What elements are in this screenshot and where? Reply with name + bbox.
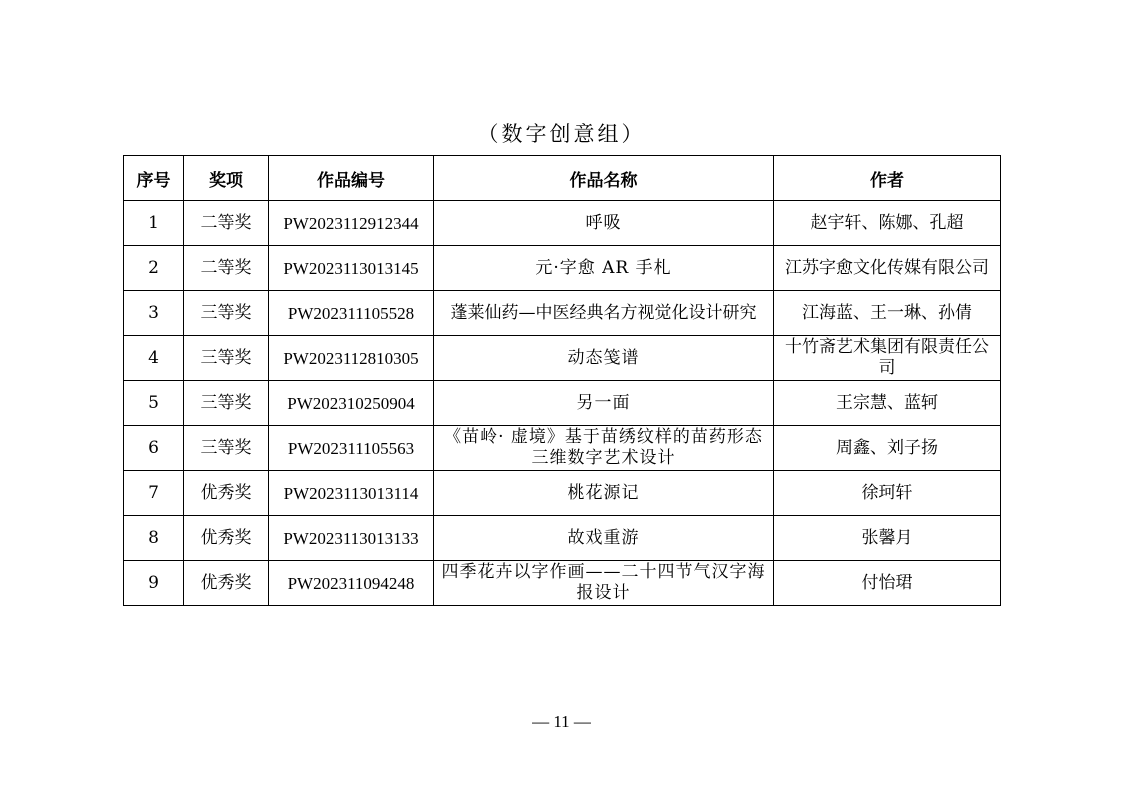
cell-award: 二等奖 xyxy=(184,246,269,291)
cell-award: 三等奖 xyxy=(184,336,269,381)
page-number: — 11 — xyxy=(532,712,591,731)
cell-no: 2 xyxy=(124,246,184,291)
cell-name: 元·字愈 AR 手札 xyxy=(434,246,774,291)
table-row xyxy=(124,246,1001,291)
header-name: 作品名称 xyxy=(434,156,774,201)
cell-author: 十竹斋艺术集团有限责任公司 xyxy=(774,336,1001,381)
cell-no: 6 xyxy=(124,426,184,471)
cell-name: 呼吸 xyxy=(434,201,774,246)
section-title: （数字创意组） xyxy=(477,122,646,146)
cell-name: 四季花卉以字作画——二十四节气汉字海报设计 xyxy=(434,561,774,606)
cell-no: 4 xyxy=(124,336,184,381)
cell-no: 1 xyxy=(124,201,184,246)
cell-author: 江海蓝、王一琳、孙倩 xyxy=(774,291,1001,336)
table-row xyxy=(124,381,1001,426)
cell-name: 《苗岭· 虚境》基于苗绣纹样的苗药形态三维数字艺术设计 xyxy=(434,426,774,471)
cell-author: 付怡珺 xyxy=(774,561,1001,606)
cell-name: 动态笺谱 xyxy=(434,336,774,381)
table-row xyxy=(124,291,1001,336)
cell-author: 周鑫、刘子扬 xyxy=(774,426,1001,471)
cell-award: 二等奖 xyxy=(184,201,269,246)
cell-name: 桃花源记 xyxy=(434,471,774,516)
header-no: 序号 xyxy=(124,156,184,201)
cell-author: 张馨月 xyxy=(774,516,1001,561)
cell-no: 5 xyxy=(124,381,184,426)
header-code: 作品编号 xyxy=(269,156,434,201)
cell-author: 王宗慧、蓝轲 xyxy=(774,381,1001,426)
header-author: 作者 xyxy=(774,156,1001,201)
cell-award: 优秀奖 xyxy=(184,561,269,606)
cell-award: 三等奖 xyxy=(184,426,269,471)
cell-code: PW202311094248 xyxy=(269,561,434,606)
cell-code: PW202311105563 xyxy=(269,426,434,471)
cell-name: 故戏重游 xyxy=(434,516,774,561)
cell-name: 另一面 xyxy=(434,381,774,426)
cell-code: PW2023113013133 xyxy=(269,516,434,561)
awards-table xyxy=(123,155,1001,606)
table-row xyxy=(124,561,1001,606)
table-row xyxy=(124,516,1001,561)
cell-no: 9 xyxy=(124,561,184,606)
table-row xyxy=(124,201,1001,246)
table-header-row xyxy=(124,156,1001,201)
cell-award: 优秀奖 xyxy=(184,516,269,561)
cell-no: 8 xyxy=(124,516,184,561)
cell-no: 7 xyxy=(124,471,184,516)
cell-code: PW2023113013114 xyxy=(269,471,434,516)
cell-award: 优秀奖 xyxy=(184,471,269,516)
cell-author: 徐珂轩 xyxy=(774,471,1001,516)
cell-no: 3 xyxy=(124,291,184,336)
cell-author: 赵宇轩、陈娜、孔超 xyxy=(774,201,1001,246)
cell-code: PW2023113013145 xyxy=(269,246,434,291)
cell-code: PW2023112810305 xyxy=(269,336,434,381)
cell-code: PW202311105528 xyxy=(269,291,434,336)
table-row xyxy=(124,426,1001,471)
table-row xyxy=(124,471,1001,516)
cell-name: 蓬莱仙药—中医经典名方视觉化设计研究 xyxy=(434,291,774,336)
table-row xyxy=(124,336,1001,381)
cell-author: 江苏字愈文化传媒有限公司 xyxy=(774,246,1001,291)
cell-code: PW2023112912344 xyxy=(269,201,434,246)
header-award: 奖项 xyxy=(184,156,269,201)
cell-award: 三等奖 xyxy=(184,291,269,336)
cell-code: PW202310250904 xyxy=(269,381,434,426)
cell-award: 三等奖 xyxy=(184,381,269,426)
